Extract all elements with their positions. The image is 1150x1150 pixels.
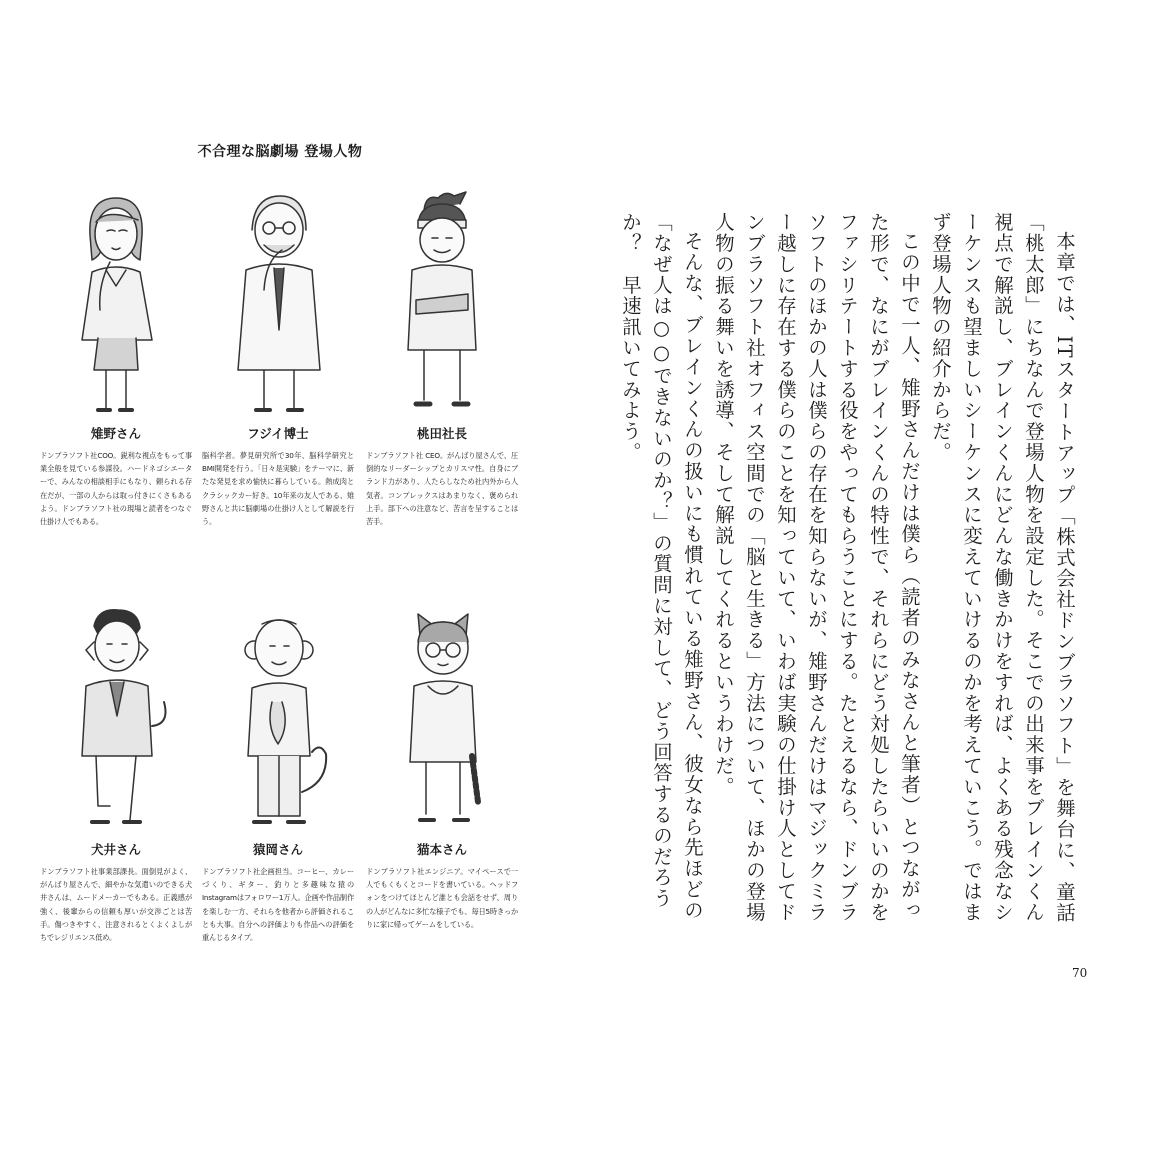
scientist-character-icon (202, 190, 354, 420)
right-page (575, 0, 1150, 1150)
monkey-character-icon (202, 606, 354, 836)
character-description: ドンブラソフト社COO。鋭利な視点をもって事業全般を見ている参謀役。ハードネゴシエーターで、みんなの相談相手にもなり、頼られる存在だが、一部の人からは取っ付きにくさもあるよう。ドンブラソフト社の現場と読者をつなぐ仕掛け人でもある。 (40, 451, 192, 527)
paragraph: この中で一人、雉野さんだけは僕ら（読者のみなさんと筆者）とつながった形で、なにがブレインくんの特性で、それらにどう対処したらいいのかをファシリテートする役をやってもらうことにする。たとえるなら、ドンブラソフトのほかの人は僕らの存在を知らないが、雉野さんだけはマジックミラー越しに存在する僕らのことを知っていて、いわば実験の仕掛け人としてドンブラソフト社オフィス空間での「脳と生きる」方法について、ほかの登場人物の振る舞いを誘導、そして解説してくれるというわけだ。 (712, 212, 921, 923)
character-description: ドンブラソフト社エンジニア。マイペースで一人でもくもくとコードを書いている。ヘッドフォンをつけてほとんど誰とも会話をせず、周りの人がどんなに多忙な様子でも、毎日5時きっかりに家に帰ってゲームをしている。 (366, 867, 518, 929)
character-card-fujii (202, 190, 354, 528)
paragraph: そんな、ブレインくんの扱いにも慣れている雉野さん、彼女なら先ほどの「なぜ人は○○できないのか？」の質問に対して、どう回答するのだろうか？ 早速訊いてみよう。 (619, 212, 704, 922)
character-name: 雉野さん (90, 426, 141, 441)
character-card-kijino (40, 190, 192, 528)
character-description: 脳科学者。夢見研究所で30年、脳科学研究とBMI開発を行う。「日々是実験」をテーマに、新たな発見を求め愉快に暮らしている。熱成肉とクラシックカー好き。10年来の友人である、雉野さんと共に脳劇場の仕掛け人として解説を行う。 (202, 451, 354, 527)
character-card-momota (366, 190, 518, 528)
character-card-nekomoto (366, 606, 518, 931)
character-description: ドンブラソフト社 CEO。がんばり屋さんで、圧倒的なリーダーシップとカリスマ性。自身にブランド力があり、人たらしなため社内外から人気者。コンプレックスはあまりなく、褒められ上手。部下への注意など、苦言を呈することは苦手。 (366, 451, 518, 527)
dog-character-icon (40, 606, 192, 836)
character-description: ドンブラソフト社事業部課長。面倒見がよく、がんばり屋さんで、細やかな気遣いのできる犬井さんは、ムードメーカーでもある。正義感が強く、後輩からの信頼も厚いが交渉ごとは苦手。傷つきやすく、注意されるとくよくよしがちでレジリエンス低め。 (40, 867, 192, 943)
character-name: 猿岡さん (252, 842, 303, 857)
woman-character-icon (40, 190, 192, 420)
paragraph: 本章では、ITスタートアップ「株式会社ドンブラソフト」を舞台に、童話「桃太郎」にちなんで登場人物を設定した。そこでの出来事をブレインくん視点で解説し、ブレインくんにどんな働きかけをすれば、よくある残念なシーケンスも望ましいシーケンスに変えていけるのかを考えていこう。ではまず登場人物の紹介からだ。 (929, 212, 1076, 924)
character-card-inui (40, 606, 192, 944)
character-card-saruoka (202, 606, 354, 944)
character-description: ドンブラソフト社企画担当。コーヒー、カレーづくり、ギター、釣りと多趣味な猿のInstagramはフォロワー1万人。企画や作品制作を楽しむ一方、それらを他者から評価されることも大事。自分への評価よりも作品への評価を重んじるタイプ。 (202, 867, 354, 943)
character-name: 犬井さん (90, 842, 141, 857)
ceo-character-icon (366, 190, 518, 420)
page-number: 70 (1072, 966, 1088, 980)
main-vertical-text (615, 212, 1080, 940)
spread-title: 不合理な脳劇場 登場人物 (197, 144, 363, 160)
character-name: 猫本さん (416, 842, 467, 857)
character-name: フジイ博士 (247, 426, 309, 441)
character-name: 桃田社長 (416, 426, 467, 441)
cat-character-icon (366, 606, 518, 836)
